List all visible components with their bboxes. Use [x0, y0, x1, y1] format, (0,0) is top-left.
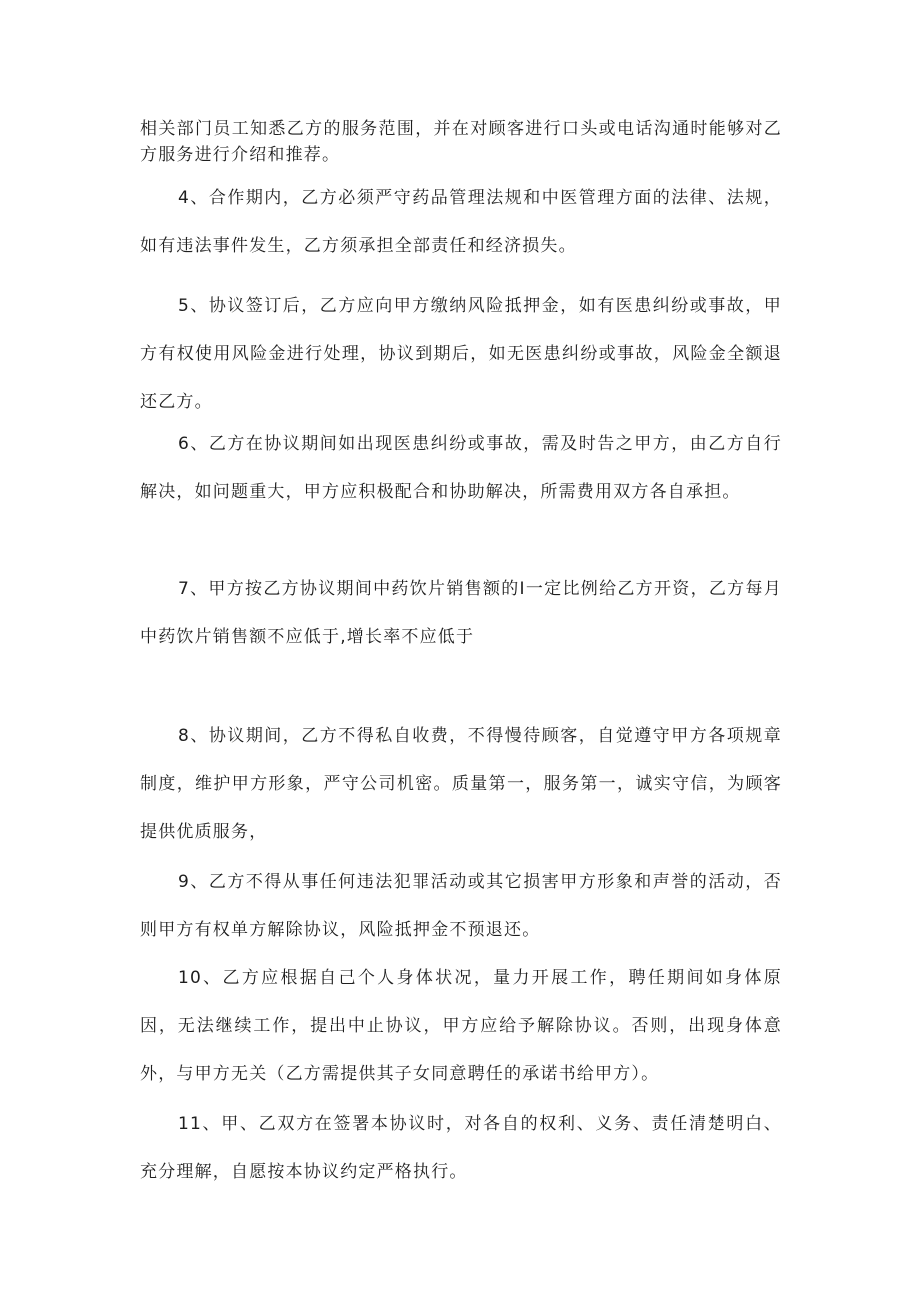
clause-10: 10、乙方应根据自己个人身体状况，量力开展工作，聘任期间如身体原因，无法继续工作，提出中止协议，甲方应给予解除协议。否则，出现身体意外，与甲方无关（乙方需提供其子女同意聘任的承诺书给甲方）。 [140, 968, 782, 1084]
clause-5: 5、协议签订后，乙方应向甲方缴纳风险抵押金，如有医患纠纷或事故，甲方有权使用风险金进行处理，协议到期后，如无医患纠纷或事故，风险金全额退还乙方。 [140, 296, 782, 412]
clause-11: 11、甲、乙双方在签署本协议时，对各自的权利、义务、责任清楚明白、充分理解，自愿按本协议约定严格执行。 [140, 1114, 782, 1182]
clause-6: 6、乙方在协议期间如出现医患纠纷或事故，需及时告之甲方，由乙方自行解决，如问题重大，甲方应积极配合和协助解决，所需费用双方各自承担。 [140, 434, 782, 502]
clause-9: 9、乙方不得从事任何违法犯罪活动或其它损害甲方形象和声誉的活动，否则甲方有权单方解除协议，风险抵押金不预退还。 [140, 872, 782, 940]
paragraph-continuation: 相关部门员工知悉乙方的服务范围，并在对顾客进行口头或电话沟通时能够对乙方服务进行介绍和推荐。 [140, 119, 782, 165]
clause-7: 7、甲方按乙方协议期间中药饮片销售额的I一定比例给乙方开资，乙方每月中药饮片销售额不应低于,增长率不应低于 [140, 579, 782, 647]
clause-4: 4、合作期内，乙方必须严守药品管理法规和中医管理方面的法律、法规，如有违法事件发生，乙方须承担全部责任和经济损失。 [140, 188, 782, 256]
clause-8: 8、协议期间，乙方不得私自收费，不得慢待顾客，自觉遵守甲方各项规章制度，维护甲方形象，严守公司机密。质量第一，服务第一，诚实守信，为顾客提供优质服务， [140, 726, 782, 842]
